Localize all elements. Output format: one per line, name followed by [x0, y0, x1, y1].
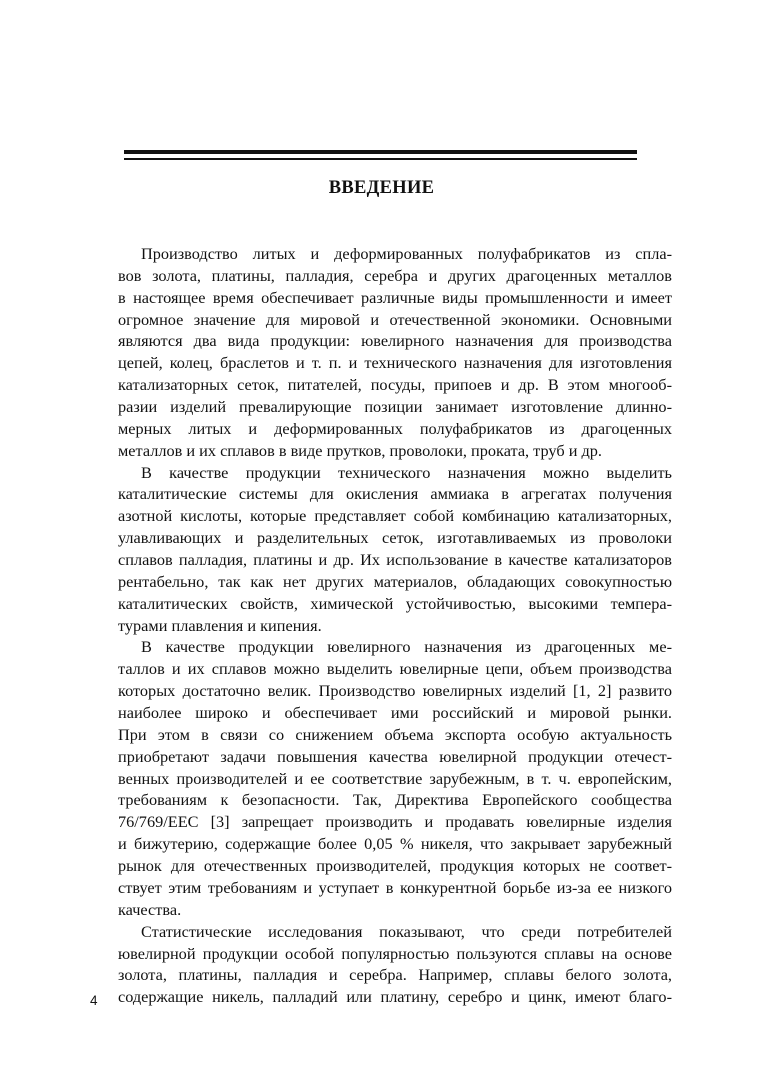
text-line: разии изделий превалирующие позиции занимает изготовление длинно- — [118, 397, 672, 417]
text-line: вов золота, платины, палладия, серебра и других драгоценных металлов — [118, 265, 672, 285]
text-line: которых достаточно велик. Производство ювелирных изделий [1, 2] развито — [118, 681, 672, 701]
text-line: Производство литых и деформированных полуфабрикатов из спла- — [141, 244, 672, 263]
header-rule-thick — [124, 150, 637, 154]
text-line: Статистические исследования показывают, что среди потребителей — [141, 921, 672, 941]
text-line: ювелирной продукции особой популярностью пользуются сплавы на основе — [118, 943, 672, 963]
text-line: каталитических свойств, химической устойчивостью, высокими темпера- — [118, 593, 672, 613]
text-line: наиболее широко и обеспечивает ими российский и мировой рынки. — [118, 703, 672, 723]
text-line: улавливающих и разделительных сеток, изготавливаемых из проволоки — [118, 528, 672, 548]
body-text — [118, 243, 672, 1008]
text-line: являются два вида продукции: ювелирного назначения для производства — [118, 331, 672, 351]
text-line: рентабельно, так как нет других материалов, обладающих совокупностью — [118, 571, 672, 591]
text-line: мерных литых и деформированных полуфабрикатов из драгоценных — [118, 418, 672, 438]
text-line: азотной кислоты, которые представляет собой комбинацию катализаторных, — [118, 506, 672, 526]
text-line: рынок для отечественных производителей, продукция которых не соответ- — [118, 856, 672, 876]
text-line: металлов и их сплавов в виде прутков, проволоки, проката, труб и др. — [118, 440, 602, 460]
text-line: каталитические системы для окисления аммиака в агрегатах получения — [118, 484, 672, 504]
text-line: приобретают задачи повышения качества ювелирной продукции отечест- — [118, 746, 672, 766]
text-line: В качестве продукции ювелирного назначения из драгоценных ме- — [141, 637, 672, 657]
text-line: При этом в связи со снижением объема экспорта особую актуальность — [118, 724, 672, 744]
text-line: ствует этим требованиям и уступает в конкурентной борьбе из-за ее низкого — [118, 877, 672, 897]
text-line: 76/769/EEC [3] запрещает производить и продавать ювелирные изделия — [118, 812, 672, 832]
text-line: В качестве продукции технического назначения можно выделить — [141, 462, 672, 482]
text-line: золота, платины, палладия и серебра. Например, сплавы белого золота, — [118, 965, 672, 985]
text-line: катализаторных сеток, питателей, посуды, припоев и др. В этом многооб- — [118, 375, 672, 395]
text-line: турами плавления и кипения. — [118, 615, 322, 635]
text-line: и бижутерию, содержащие более 0,05 % никеля, что закрывает зарубежный — [118, 834, 672, 854]
text-line: таллов и их сплавов можно выделить ювелирные цепи, объем производства — [118, 659, 672, 679]
text-line: сплавов палладия, платины и др. Их использование в качестве катализаторов — [118, 550, 672, 570]
chapter-heading: ВВЕДЕНИЕ — [328, 178, 435, 198]
text-line: цепей, колец, браслетов и т. п. и технического назначения для изготовления — [118, 353, 672, 373]
page-number: 4 — [90, 993, 98, 1008]
text-line: в настоящее время обеспечивает различные виды промышленности и имеет — [118, 287, 672, 307]
text-line: требованиям к безопасности. Так, Директива Европейского сообщества — [118, 790, 672, 810]
text-line: огромное значение для мировой и отечественной экономики. Основными — [118, 309, 672, 329]
text-line: качества. — [118, 899, 182, 919]
text-line: венных производителей и ее соответствие зарубежным, в т. ч. европейским, — [118, 768, 672, 788]
text-line: содержащие никель, палладий или платину, серебро и цинк, имеют благо- — [118, 987, 672, 1007]
header-rule-thin — [124, 158, 637, 160]
